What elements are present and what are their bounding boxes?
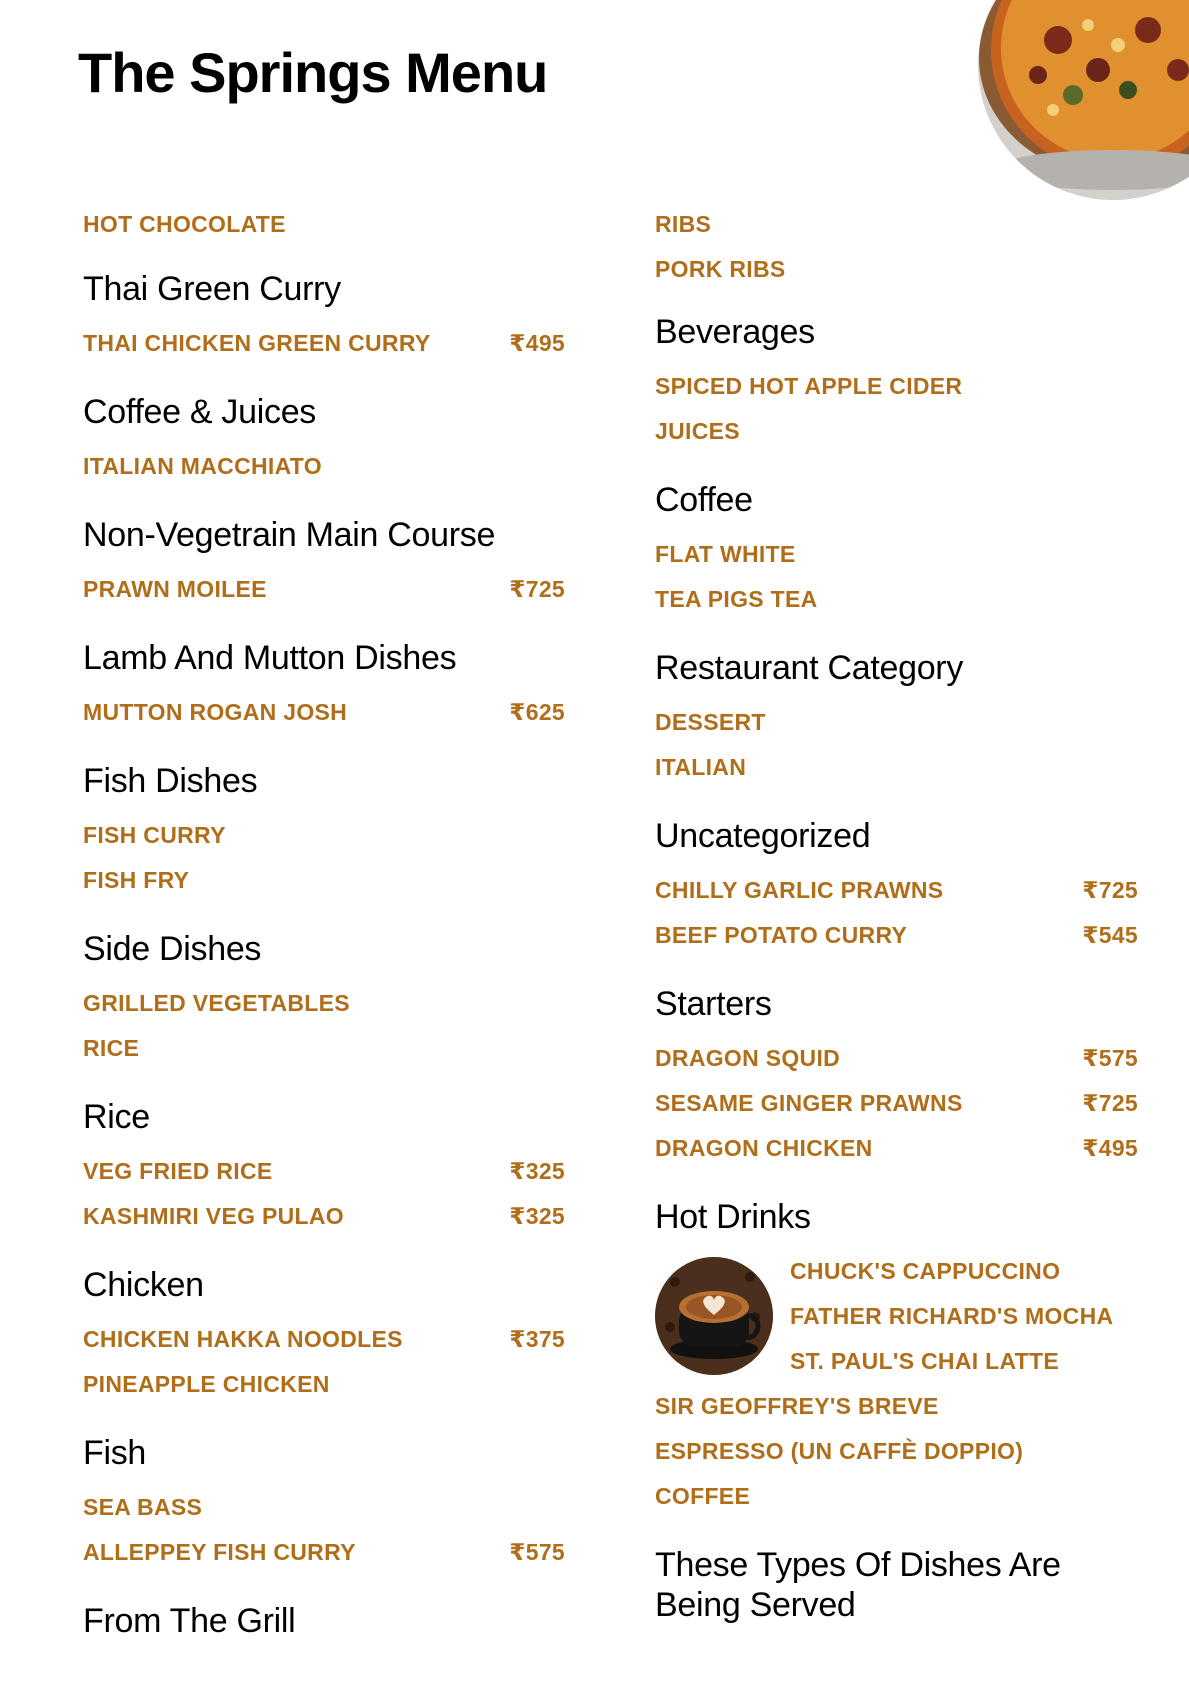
menu-item (655, 532, 1138, 577)
item-name: CHILLY GARLIC PRAWNS (655, 877, 944, 903)
hot-drinks-featured-list (790, 1249, 1138, 1384)
item-price: ₹725 (1082, 1090, 1138, 1116)
menu-group (83, 1433, 565, 1575)
menu-group (83, 515, 565, 612)
item-name: CHUCK'S CAPPUCCINO (790, 1258, 1061, 1284)
item-name: THAI CHICKEN GREEN CURRY (83, 330, 431, 356)
item-name: ESPRESSO (UN CAFFÈ DOPPIO) (655, 1438, 1024, 1464)
item-name: TEA PIGS TEA (655, 586, 818, 612)
item-name: KASHMIRI VEG PULAO (83, 1203, 344, 1229)
item-name: VEG FRIED RICE (83, 1158, 273, 1184)
item-price: ₹725 (509, 576, 565, 602)
item-name: SESAME GINGER PRAWNS (655, 1090, 963, 1116)
page-title: The Springs Menu (78, 41, 548, 104)
menu-group (83, 1097, 565, 1239)
item-name: PINEAPPLE CHICKEN (83, 1371, 330, 1397)
right-column (655, 211, 1138, 1651)
menu-group (655, 984, 1138, 1171)
group-heading: Thai Green Curry (83, 270, 341, 308)
menu-item (655, 1474, 1138, 1519)
group-heading: Lamb And Mutton Dishes (83, 639, 457, 677)
menu-item (83, 1485, 565, 1530)
item-name: JUICES (655, 418, 740, 444)
menu-item (83, 813, 565, 858)
item-name: CHICKEN HAKKA NOODLES (83, 1326, 403, 1352)
item-name: RIBS (655, 211, 712, 237)
group-heading: Coffee (655, 481, 753, 519)
menu-item (655, 868, 1138, 913)
menu-group (655, 648, 1138, 790)
menu-group (655, 480, 1138, 622)
menu-item (790, 1249, 1138, 1294)
item-name: SIR GEOFFREY'S BREVE (655, 1393, 939, 1419)
menu-item (655, 1126, 1138, 1171)
group-heading: Restaurant Category (655, 649, 964, 687)
item-price: ₹325 (509, 1203, 565, 1229)
item-price: ₹495 (1082, 1135, 1138, 1161)
group-heading: Coffee & Juices (83, 393, 317, 431)
group-heading: Fish Dishes (83, 762, 258, 800)
item-name: MUTTON ROGAN JOSH (83, 699, 348, 725)
item-name: PRAWN MOILEE (83, 576, 267, 602)
item-name: BEEF POTATO CURRY (655, 922, 908, 948)
group-heading: Chicken (83, 1266, 204, 1304)
item-price: ₹495 (509, 330, 565, 356)
item-price: ₹625 (509, 699, 565, 725)
cappuccino-image (655, 1257, 773, 1375)
menu-group-hot-drinks (655, 1197, 1138, 1519)
hot-drinks-feature (655, 1249, 1138, 1384)
item-price: ₹575 (1082, 1045, 1138, 1071)
menu-group (83, 761, 565, 903)
group-heading: Rice (83, 1098, 150, 1136)
group-heading: Uncategorized (655, 817, 871, 855)
menu-group (83, 1265, 565, 1407)
group-heading: Starters (655, 985, 772, 1023)
menu-group (83, 1601, 565, 1641)
item-name: FATHER RICHARD'S MOCHA (790, 1303, 1114, 1329)
menu-item (655, 1036, 1138, 1081)
menu-item (655, 700, 1138, 745)
item-name: FISH FRY (83, 867, 190, 893)
menu-item (655, 364, 1138, 409)
menu-item (790, 1339, 1138, 1384)
menu-item (83, 1317, 565, 1362)
menu-item (83, 981, 565, 1026)
menu-item (83, 444, 565, 489)
item-name: COFFEE (655, 1483, 751, 1509)
menu-group (83, 269, 565, 366)
menu-group (655, 1545, 1138, 1625)
menu-item (655, 202, 1138, 247)
group-heading: Hot Drinks (655, 1198, 811, 1236)
group-heading: Non-Vegetrain Main Course (83, 516, 496, 554)
item-name: RICE (83, 1035, 140, 1061)
menu-item (83, 690, 565, 735)
item-name: SPICED HOT APPLE CIDER (655, 373, 963, 399)
menu-item (655, 1429, 1138, 1474)
item-name: DRAGON CHICKEN (655, 1135, 873, 1161)
menu-item (83, 858, 565, 903)
menu-group (83, 638, 565, 735)
menu-group (655, 816, 1138, 958)
menu-group (83, 929, 565, 1071)
item-price: ₹325 (509, 1158, 565, 1184)
menu-item (83, 202, 565, 247)
menu-item (655, 745, 1138, 790)
menu-item (655, 1081, 1138, 1126)
menu-item (83, 567, 565, 612)
menu-group (655, 312, 1138, 454)
item-name: FISH CURRY (83, 822, 226, 848)
menu-item (83, 1149, 565, 1194)
item-name: DESSERT (655, 709, 766, 735)
menu-item (83, 1362, 565, 1407)
item-name: ST. PAUL'S CHAI LATTE (790, 1348, 1060, 1374)
menu-item (83, 321, 565, 366)
menu-item (655, 1384, 1138, 1429)
menu-item (655, 913, 1138, 958)
menu-item (83, 1026, 565, 1071)
item-name: ITALIAN MACCHIATO (83, 453, 322, 479)
item-price: ₹545 (1082, 922, 1138, 948)
menu-group (83, 392, 565, 489)
group-heading: From The Grill (83, 1602, 296, 1640)
item-name: HOT CHOCOLATE (83, 211, 286, 237)
menu-item (655, 409, 1138, 454)
group-heading: Side Dishes (83, 930, 262, 968)
item-name: FLAT WHITE (655, 541, 796, 567)
menu-item (790, 1294, 1138, 1339)
menu-item (83, 1530, 565, 1575)
menu-item (655, 247, 1138, 292)
menu-item (83, 1194, 565, 1239)
item-price: ₹575 (509, 1539, 565, 1565)
item-name: PORK RIBS (655, 256, 786, 282)
menu-item (655, 577, 1138, 622)
left-column (83, 211, 565, 1667)
item-name: ALLEPPEY FISH CURRY (83, 1539, 356, 1565)
item-price: ₹725 (1082, 877, 1138, 903)
group-heading: Fish (83, 1434, 147, 1472)
item-name: DRAGON SQUID (655, 1045, 841, 1071)
group-heading: Beverages (655, 313, 815, 351)
pizza-image (978, 0, 1189, 200)
group-heading: These Types Of Dishes Are Being Served (655, 1546, 1061, 1624)
item-price: ₹375 (509, 1326, 565, 1352)
item-name: GRILLED VEGETABLES (83, 990, 350, 1016)
item-name: ITALIAN (655, 754, 747, 780)
item-name: SEA BASS (83, 1494, 203, 1520)
